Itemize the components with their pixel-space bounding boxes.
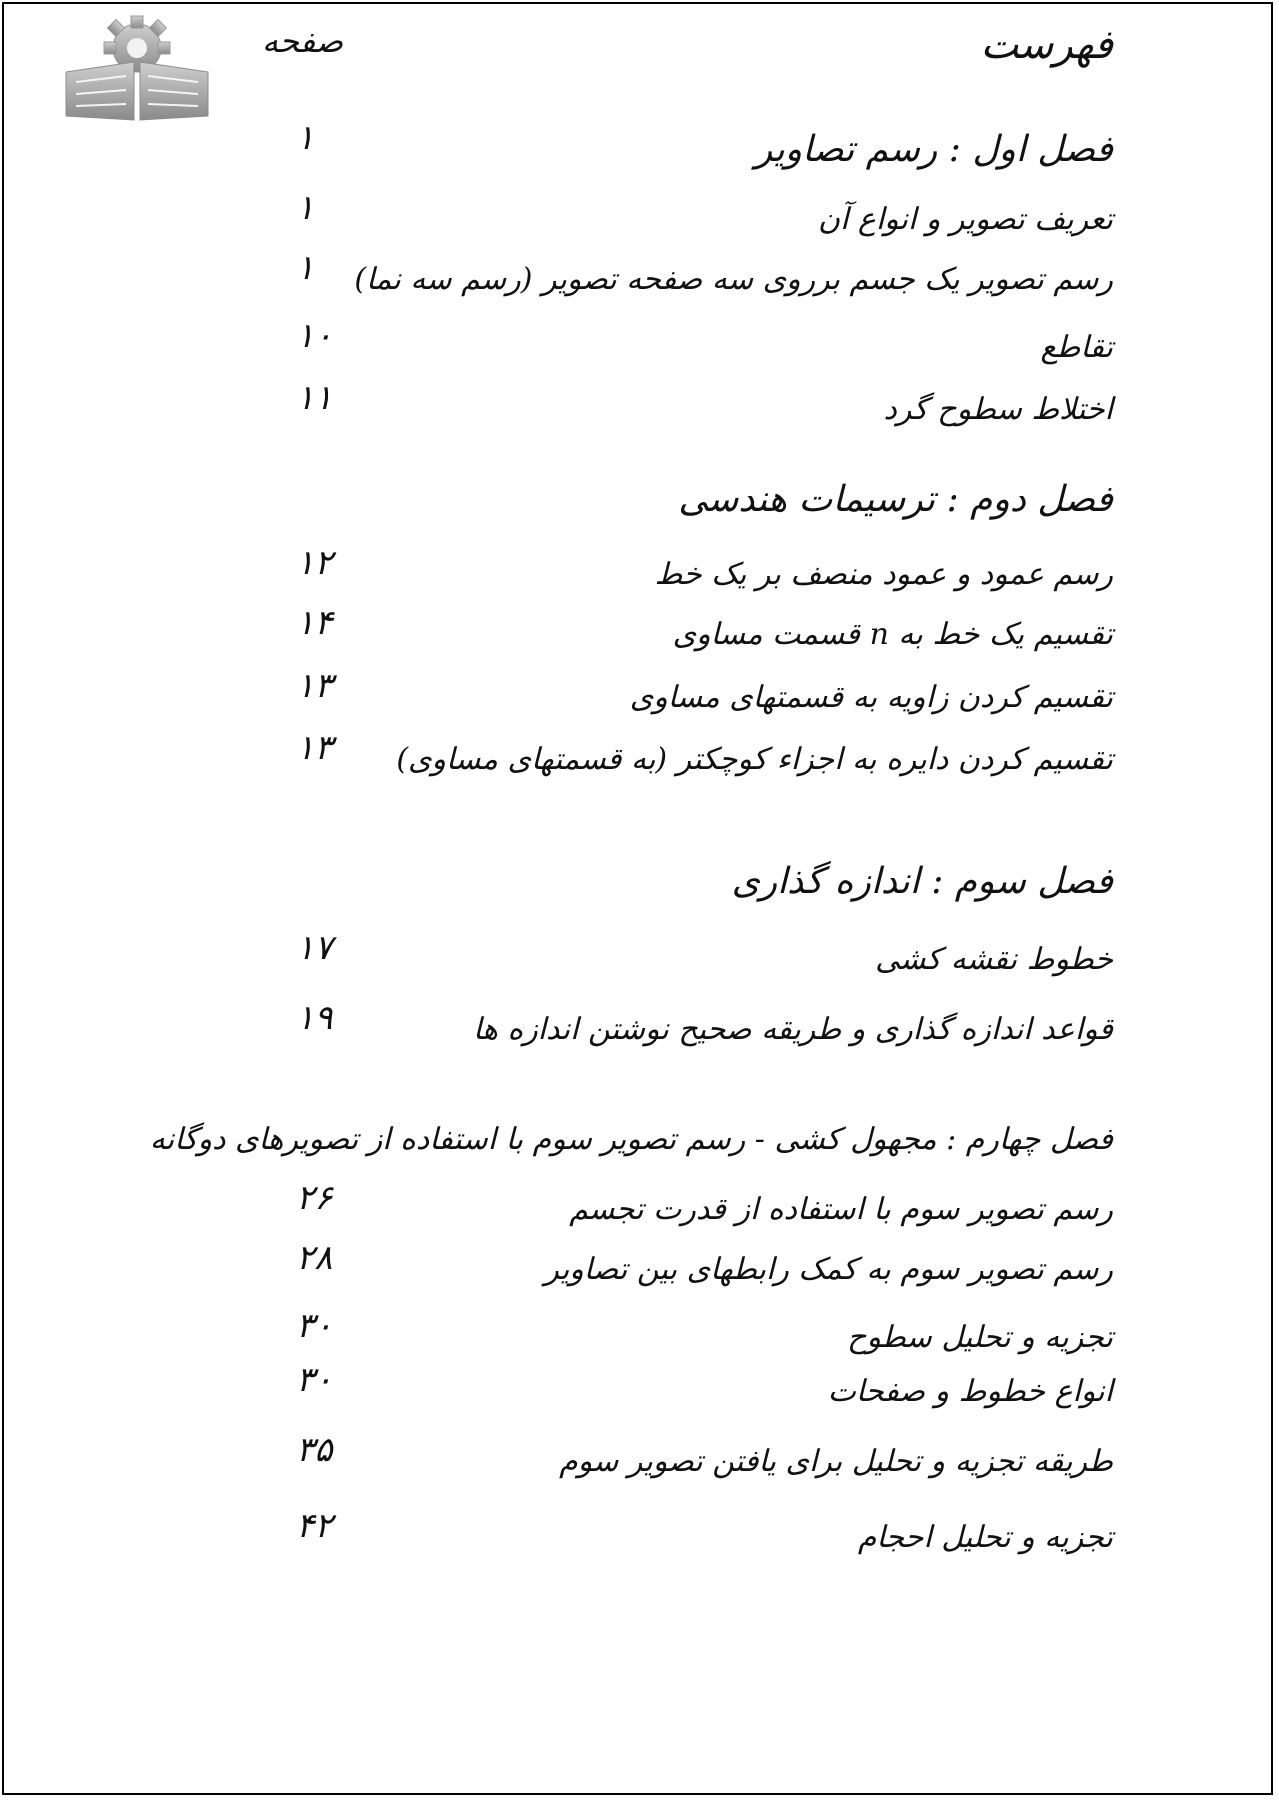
page-number: ۱ [296, 248, 315, 288]
toc-row [4, 998, 1271, 1064]
page-number: ۴۲ [296, 1506, 333, 1546]
gear-book-logo-icon [56, 12, 218, 124]
toc-entry: تقاطع [1040, 330, 1113, 365]
toc-row [4, 1238, 1271, 1304]
toc-entry: اختلاط سطوح گرد [883, 392, 1113, 427]
toc-entry: انواع خطوط و صفحات [827, 1374, 1113, 1409]
toc-row [4, 856, 1271, 916]
toc-entry: تقسیم یک خط به n قسمت مساوی [672, 617, 1113, 652]
page-number: ۳۰ [296, 1306, 333, 1346]
toc-row [4, 1114, 1271, 1174]
page-number: ۳۰ [296, 1360, 333, 1400]
toc-row [4, 248, 1271, 314]
page-number: ۱۳ [296, 728, 333, 768]
page-number: ۱۱ [296, 378, 333, 418]
page-number: ۱۴ [296, 603, 333, 643]
page-title: فهرست [980, 22, 1113, 68]
toc-row [4, 1360, 1271, 1426]
toc-entry: خطوط نقشه کشی [875, 942, 1113, 977]
toc-entry: رسم تصویر یک جسم برروی سه صفحه تصویر (رسم سه نما) [354, 262, 1113, 297]
toc-page [2, 2, 1273, 1795]
chapter-heading: فصل چهارم : مجهول کشی - رسم تصویر سوم با استفاده از تصویرهای دوگانه [149, 1122, 1113, 1157]
page-number: ۱۰ [296, 316, 333, 356]
toc-row [4, 603, 1271, 669]
chapter-heading: فصل دوم : ترسیمات هندسی [678, 479, 1113, 520]
toc-entry: قواعد اندازه گذاری و طریقه صحیح نوشتن اندازه ها [472, 1012, 1113, 1047]
toc-row [4, 543, 1271, 609]
toc-row [4, 118, 1271, 184]
toc-row [4, 188, 1271, 254]
toc-row [4, 378, 1271, 444]
page-number: ۱۷ [296, 928, 333, 968]
toc-row [4, 666, 1271, 732]
page-number: ۱۲ [296, 543, 333, 583]
toc-entry: تجزیه و تحلیل سطوح [847, 1320, 1113, 1355]
chapter-heading: فصل سوم : اندازه گذاری [731, 861, 1113, 902]
page-number: ۲۶ [296, 1178, 333, 1218]
toc-entry: تجزیه و تحلیل احجام [857, 1520, 1113, 1555]
page-number: ۱ [296, 188, 315, 228]
page-number: ۲۸ [296, 1238, 333, 1278]
toc-row [4, 1430, 1271, 1496]
toc-row [4, 928, 1271, 994]
toc-row [4, 728, 1271, 794]
toc-row [4, 1178, 1271, 1244]
toc-entry: رسم تصویر سوم به کمک رابطهای بین تصاویر [544, 1252, 1113, 1287]
chapter-heading: فصل اول : رسم تصاویر [754, 129, 1113, 170]
toc-row [4, 1306, 1271, 1372]
toc-entry: تعریف تصویر و انواع آن [818, 202, 1113, 237]
toc-entry: رسم تصویر سوم با استفاده از قدرت تجسم [569, 1192, 1113, 1227]
page-column-label: صفحه [262, 22, 344, 60]
toc-entry: تقسیم کردن زاویه به قسمتهای مساوی [629, 680, 1113, 715]
page-number: ۱۹ [296, 998, 333, 1038]
page-number: ۳۵ [296, 1430, 333, 1470]
toc-row [4, 1506, 1271, 1572]
page-number: ۱۳ [296, 666, 333, 706]
toc-row [4, 474, 1271, 534]
toc-entry: رسم عمود و عمود منصف بر یک خط [654, 557, 1113, 592]
page-number: ۱ [296, 118, 315, 158]
toc-entry: طریقه تجزیه و تحلیل برای یافتن تصویر سوم [559, 1444, 1113, 1479]
toc-row [4, 316, 1271, 382]
toc-entry: تقسیم کردن دایره به اجزاء کوچکتر (به قسمتهای مساوی) [396, 742, 1113, 777]
